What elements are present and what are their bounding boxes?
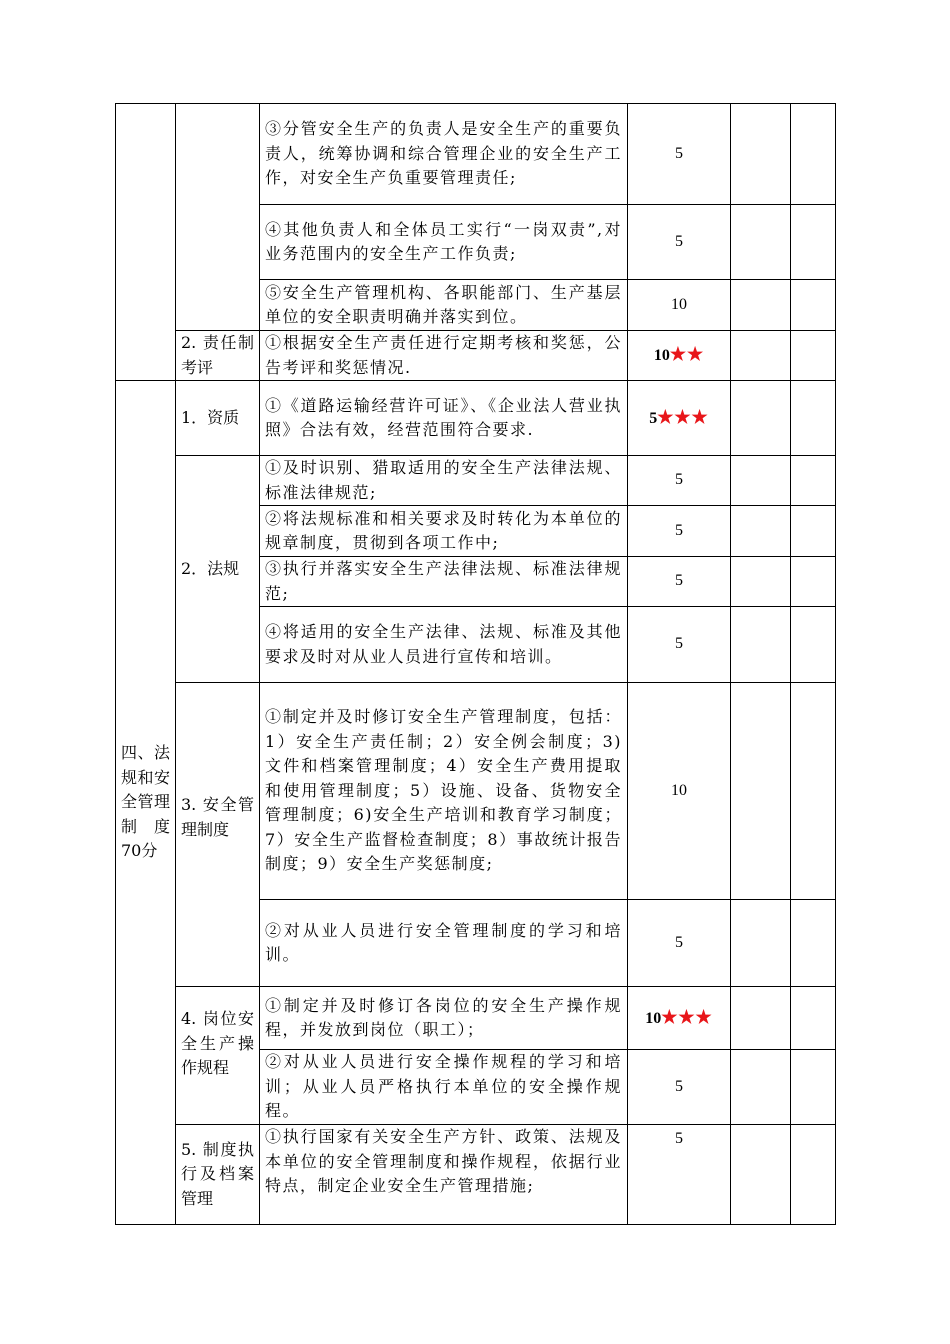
requirement-text: ④将适用的安全生产法律、法规、标准及其他要求及时对从业人员进行宣传和培训。 — [260, 607, 628, 683]
requirement-text: ①制定并及时修订各岗位的安全生产操作规程，并发放到岗位（职工）； — [260, 987, 628, 1050]
blank-cell — [731, 280, 791, 331]
blank-cell — [731, 1125, 791, 1225]
blank-cell — [791, 331, 836, 381]
blank-cell — [731, 1050, 791, 1125]
blank-cell — [791, 987, 836, 1050]
category-label: 四、法规和安全管理制度70分 — [116, 381, 176, 1225]
score-value: 10 — [628, 280, 731, 331]
requirement-text: ①《道路运输经营许可证》、《企业法人营业执照》合法有效，经营范围符合要求. — [260, 381, 628, 456]
subcategory-label: 3. 安全管理制度 — [176, 683, 260, 987]
requirement-text: ④其他负责人和全体员工实行“一岗双责”,对业务范围内的安全生产工作负责; — [260, 205, 628, 280]
score-value: 5 — [628, 456, 731, 506]
score-value — [628, 987, 731, 1050]
score-number: 10 — [645, 1009, 662, 1027]
blank-cell — [791, 506, 836, 557]
score-value: 5 — [628, 1125, 731, 1225]
requirement-text: ③分管安全生产的负责人是安全生产的重要负责人，统筹协调和综合管理企业的安全生产工作，对安全生产负重要管理责任; — [260, 104, 628, 205]
requirement-text: ②对从业人员进行安全操作规程的学习和培训；从业人员严格执行本单位的安全操作规程。 — [260, 1050, 628, 1125]
score-number: 5 — [649, 409, 658, 427]
blank-cell — [791, 104, 836, 205]
blank-cell — [731, 987, 791, 1050]
subcategory-label: 1．资质 — [176, 381, 260, 456]
table-row — [116, 1125, 836, 1225]
blank-cell — [791, 900, 836, 987]
table-row — [116, 987, 836, 1050]
requirement-text: ①执行国家有关安全生产方针、政策、法规及本单位的安全管理制度和操作规程，依据行业特点，制定企业安全生产管理措施; — [260, 1125, 628, 1225]
blank-cell — [791, 683, 836, 900]
table-row — [116, 104, 836, 205]
score-number: 10 — [653, 347, 670, 365]
score-value — [628, 381, 731, 456]
requirement-text: ①及时识别、猎取适用的安全生产法律法规、标准法律规范; — [260, 456, 628, 506]
score-value: 5 — [628, 900, 731, 987]
table-row — [116, 456, 836, 506]
blank-cell — [731, 104, 791, 205]
requirement-text: ①制定并及时修订安全生产管理制度，包括：1）安全生产责任制；2）安全例会制度；3)文件和档案管理制度；4）安全生产费用提取和使用管理制度；5）设施、设备、货物安全管理制度；6)安全生产培训和教育学习制度；7）安全生产监督检查制度；8）事故统计报告制度；9）安全生产奖惩制度; — [260, 683, 628, 900]
subcategory-label: 4. 岗位安全生产操作规程 — [176, 987, 260, 1125]
subcategory-label: 2. 责任制考评 — [176, 331, 260, 381]
blank-cell — [791, 381, 836, 456]
star-icon: ★★★ — [657, 406, 709, 427]
subcategory-label: 2．法规 — [176, 456, 260, 683]
subcategory-label: 5. 制度执行及档案管理 — [176, 1125, 260, 1225]
requirement-text: ③执行并落实安全生产法律法规、标准法律规范; — [260, 557, 628, 607]
score-value: 5 — [628, 205, 731, 280]
score-value: 10 — [628, 683, 731, 900]
table-row — [116, 683, 836, 900]
score-value: 5 — [628, 104, 731, 205]
blank-cell — [731, 900, 791, 987]
blank-cell — [791, 557, 836, 607]
blank-cell — [791, 205, 836, 280]
star-icon: ★★★ — [661, 1006, 713, 1027]
blank-cell — [731, 205, 791, 280]
subcategory-cell-empty — [176, 104, 260, 331]
blank-cell — [791, 280, 836, 331]
blank-cell — [731, 607, 791, 683]
table-row — [116, 381, 836, 456]
score-value: 5 — [628, 1050, 731, 1125]
blank-cell — [791, 1050, 836, 1125]
evaluation-table — [115, 103, 836, 1225]
blank-cell — [731, 557, 791, 607]
blank-cell — [731, 331, 791, 381]
requirement-text: ①根据安全生产责任进行定期考核和奖惩，公告考评和奖惩情况. — [260, 331, 628, 381]
blank-cell — [731, 683, 791, 900]
category-cell-empty — [116, 104, 176, 381]
score-value — [628, 331, 731, 381]
table-row — [116, 331, 836, 381]
blank-cell — [791, 607, 836, 683]
blank-cell — [731, 506, 791, 557]
requirement-text: ②对从业人员进行安全管理制度的学习和培训。 — [260, 900, 628, 987]
blank-cell — [791, 1125, 836, 1225]
star-icon: ★★ — [669, 344, 705, 365]
blank-cell — [731, 456, 791, 506]
blank-cell — [791, 456, 836, 506]
blank-cell — [731, 381, 791, 456]
score-value: 5 — [628, 607, 731, 683]
requirement-text: ②将法规标准和相关要求及时转化为本单位的规章制度，贯彻到各项工作中; — [260, 506, 628, 557]
score-value: 5 — [628, 506, 731, 557]
requirement-text: ⑤安全生产管理机构、各职能部门、生产基层单位的安全职责明确并落实到位。 — [260, 280, 628, 331]
score-value: 5 — [628, 557, 731, 607]
